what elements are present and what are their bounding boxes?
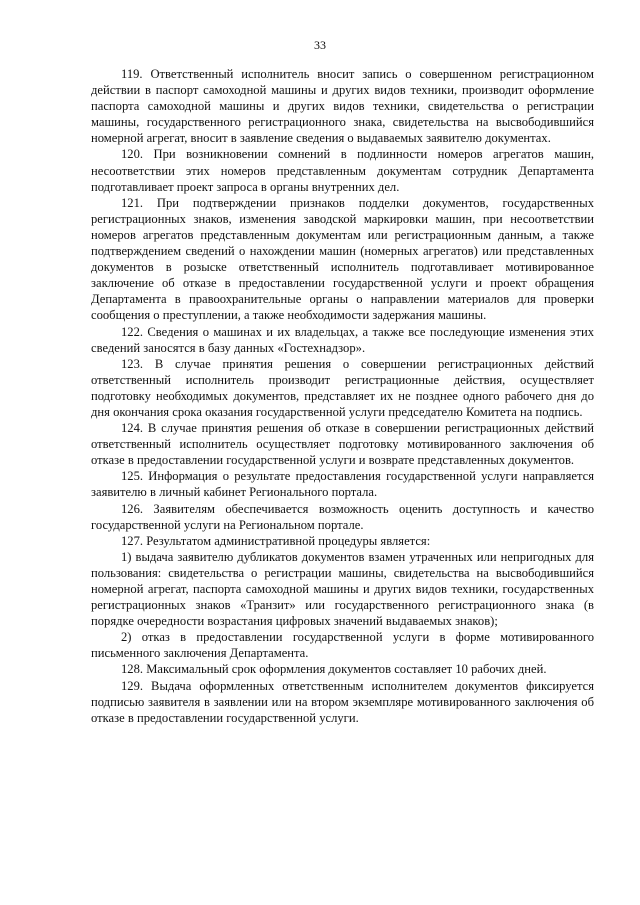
paragraph-119: 119. Ответственный исполнитель вносит запись о совершенном регистрационном действии в паспорт самоходной машины и других видов техники, производит оформление паспорта самоходной машины и других видов техники, свидетельства о регистрации машины, государственного регистрационного знака, свидетельства на высвободившийся номерной агрегат, вносит в заявление сведения о выдаваемых заявителю документах. (91, 67, 594, 146)
paragraph-123: 123. В случае принятия решения о совершении регистрационных действий ответственный исполнитель производит регистрационные действия, осуществляет подготовку необходимых документов, представляет их не позднее одного рабочего дня до дня окончания срока оказания государственной услуги председателю Комитета на подпись. (91, 356, 594, 419)
paragraph-127: 127. Результатом административной процедуры является: (121, 533, 431, 548)
paragraph-122: 122. Сведения о машинах и их владельцах, а также все последующие изменения этих сведений заносятся в базу данных «Гостехнадзор». (91, 324, 594, 355)
paragraph-124: 124. В случае принятия решения об отказе в совершении регистрационных действий ответственный исполнитель осуществляет подготовку мотивированного заключения об отказе в предоставлении государственной услуги и возврате представленных документов. (91, 421, 594, 468)
document-body (91, 66, 594, 726)
paragraph-127-item-1: 1) выдача заявителю дубликатов документов взамен утраченных или непригодных для пользования: свидетельства о регистрации машины, свидетельства на высвободившийся номерной агрегат, паспорта самоходной машины и других видов техники, государственных регистрационных знаков «Транзит» или государственного регистрационного знака (в порядке очередности возрастания цифровых значений выдаваемых знаков); (91, 549, 594, 629)
paragraph-128: 128. Максимальный срок оформления документов составляет 10 рабочих дней. (121, 662, 547, 677)
paragraph-129: 129. Выдача оформленных ответственным исполнителем документов фиксируется подписью заявителя в заявлении или на втором экземпляре мотивированного заключения об отказе в предоставлении государственной услуги. (91, 678, 594, 725)
paragraph-126: 126. Заявителям обеспечивается возможность оценить доступность и качество государственной услуги на Региональном портале. (91, 501, 594, 532)
paragraph-120: 120. При возникновении сомнений в подлинности номеров агрегатов машин, несоответствии этих номеров представленным документам сотрудник Департамента подготавливает проект запроса в органы внутренних дел. (91, 147, 594, 194)
paragraph-125: 125. Информация о результате предоставления государственной услуги направляется заявителю в личный кабинет Регионального портала. (91, 469, 594, 500)
paragraph-127-item-2: 2) отказ в предоставлении государственной услуги в форме мотивированного письменного заключения Департамента. (91, 630, 594, 661)
paragraph-121: 121. При подтверждении признаков подделки документов, государственных регистрационных знаков, изменения заводской маркировки машин, при несоответствии номеров агрегатов представленным документам или регистрационным данным, а также подтверждением сведений о нахождении машин (номерных агрегатов) или представленных документов в розыске ответственный исполнитель подготавливает мотивированное заключение об отказе в предоставлении государственной услуги и проект обращения Департамента в правоохранительные органы о направлении материалов для проверки сообщения о преступлении, а также необходимости задержания машины. (91, 195, 594, 323)
page-number: 33 (314, 38, 326, 52)
